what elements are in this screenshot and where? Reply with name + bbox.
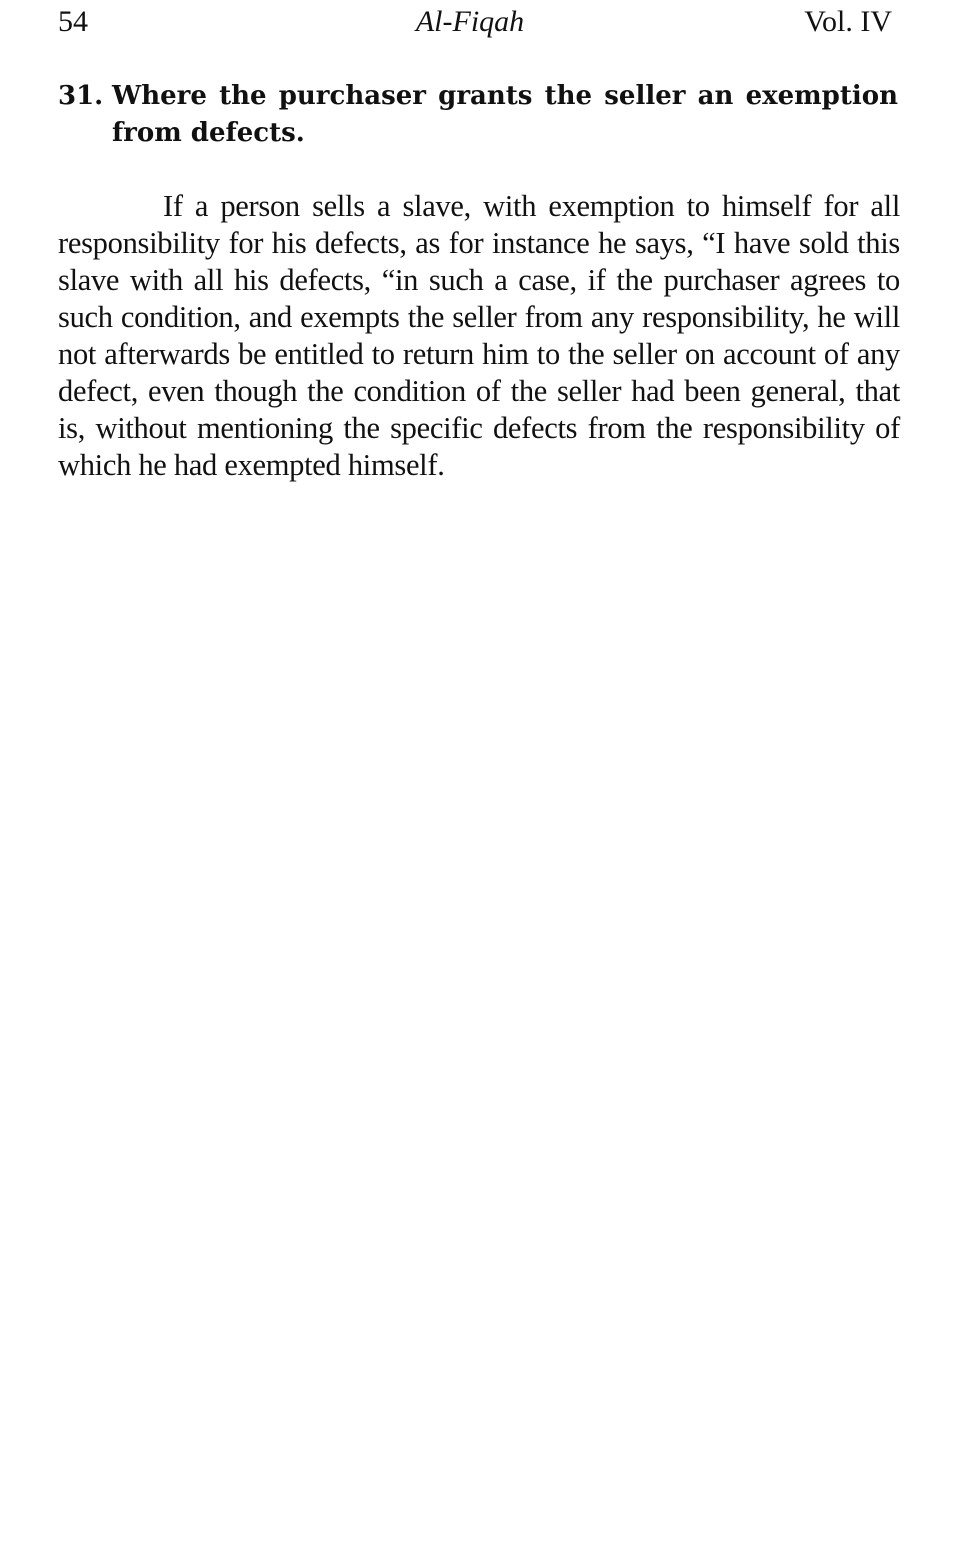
volume-label: Vol. IV — [804, 5, 892, 38]
section-heading — [58, 78, 898, 152]
running-title: Al-Fiqah — [415, 5, 525, 38]
body-paragraph: If a person sells a slave, with exemption to himself for all responsibility for his defects, as for instance he says, “I have sold this slave with all his defects, “in such a case, if the purchaser agrees to such condition, and exempts the seller from any responsibility, he will not afterwards be entitled to return him to the seller on account of any defect, even though the condition of the seller had been general, that is, without mentioning the specific defects from the responsibility of which he had exempted himself. — [58, 189, 900, 482]
page-header — [58, 4, 892, 40]
section-heading-line-2: from defects. — [112, 118, 305, 148]
section-heading-line-1 — [58, 78, 898, 115]
page-number: 54 — [58, 5, 88, 38]
section-heading-text: Where the purchaser grants the seller an exemption — [112, 81, 898, 111]
section-number: 31. — [58, 81, 104, 111]
